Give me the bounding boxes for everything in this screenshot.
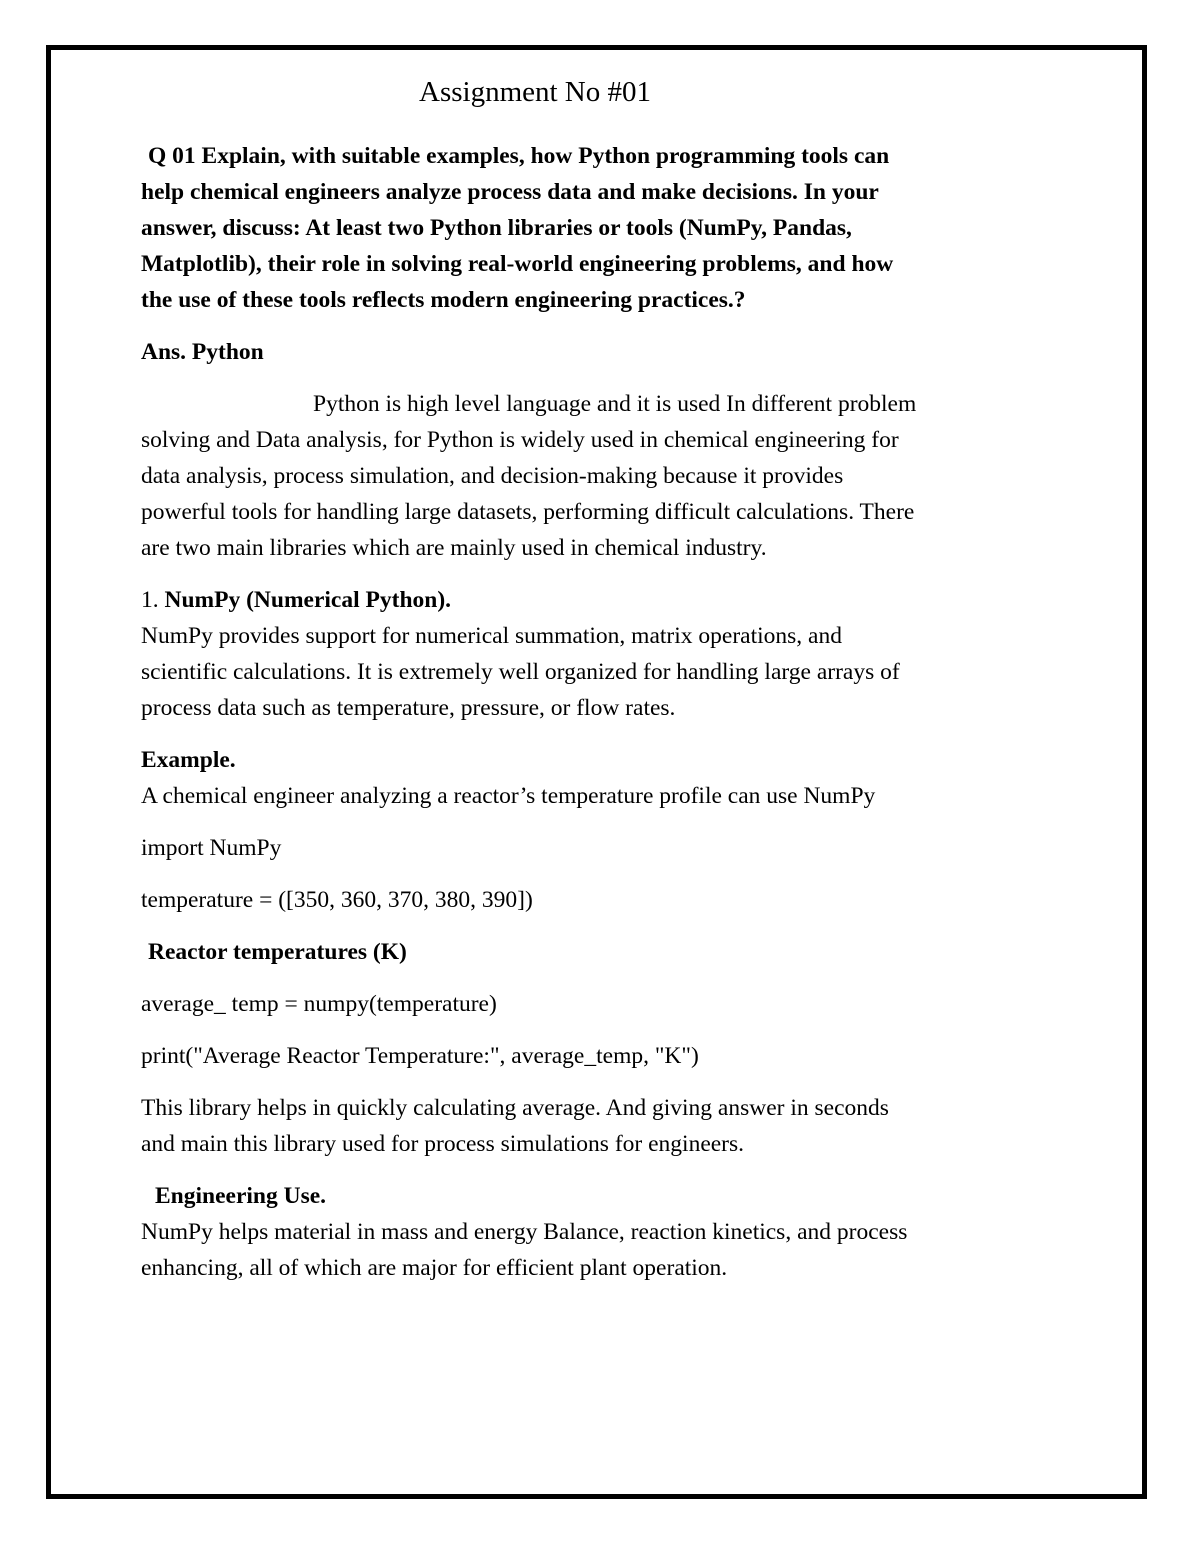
paragraph-line: solving and Data analysis, for Python is widely used in chemical engineering for (141, 427, 899, 453)
question-line: the use of these tools reflects modern engineering practices.? (141, 287, 746, 313)
paragraph-line: and main this library used for process simulations for engineers. (141, 1131, 745, 1157)
paragraph-line: NumPy helps material in mass and energy Balance, reaction kinetics, and process (141, 1219, 908, 1245)
document-body (141, 72, 1061, 1286)
question-text (141, 138, 1061, 318)
code-line: temperature = ([350, 360, 370, 380, 390]) (141, 887, 533, 913)
summary-paragraph (141, 1090, 1061, 1162)
question-line: help chemical engineers analyze process data and make decisions. In your (141, 179, 879, 205)
example-label: Example. (141, 747, 236, 773)
section-heading (141, 582, 1061, 618)
question-line: Q 01 Explain, with suitable examples, how Python programming tools can (148, 143, 890, 169)
example-text: A chemical engineer analyzing a reactor’s temperature profile can use NumPy (141, 783, 876, 809)
paragraph-line: process data such as temperature, pressure, or flow rates. (141, 695, 676, 721)
example-block (141, 742, 1061, 814)
paragraph-line: powerful tools for handling large datasets, performing difficult calculations. There (141, 499, 915, 525)
numpy-section (141, 582, 1061, 726)
paragraph-line: This library helps in quickly calculating average. And giving answer in seconds (141, 1095, 889, 1121)
paragraph-line: data analysis, process simulation, and decision-making because it provides (141, 463, 844, 489)
code-line: print("Average Reactor Temperature:", average_temp, "K") (141, 1043, 699, 1069)
code-line: import NumPy (141, 835, 282, 861)
page-title: Assignment No #01 (419, 76, 651, 108)
paragraph-line: Python is high level language and it is used In different problem (313, 391, 917, 417)
intro-paragraph (141, 386, 1061, 566)
question-line: Matplotlib), their role in solving real-world engineering problems, and how (141, 251, 894, 277)
paragraph-line: NumPy provides support for numerical summation, matrix operations, and (141, 623, 842, 649)
engineering-use-block (141, 1178, 1061, 1286)
section-title: NumPy (Numerical Python). (164, 587, 452, 613)
answer-label: Ans. Python (141, 339, 264, 365)
code-comment: Reactor temperatures (K) (148, 939, 407, 965)
section-number: 1. (141, 587, 165, 613)
paragraph-line: enhancing, all of which are major for efficient plant operation. (141, 1255, 728, 1281)
code-line: average_ temp = numpy(temperature) (141, 991, 497, 1017)
question-line: answer, discuss: At least two Python libraries or tools (NumPy, Pandas, (141, 215, 852, 241)
paragraph-line: are two main libraries which are mainly used in chemical industry. (141, 535, 767, 561)
engineering-use-label: Engineering Use. (155, 1183, 327, 1209)
paragraph-line: scientific calculations. It is extremely well organized for handling large arrays of (141, 659, 900, 685)
